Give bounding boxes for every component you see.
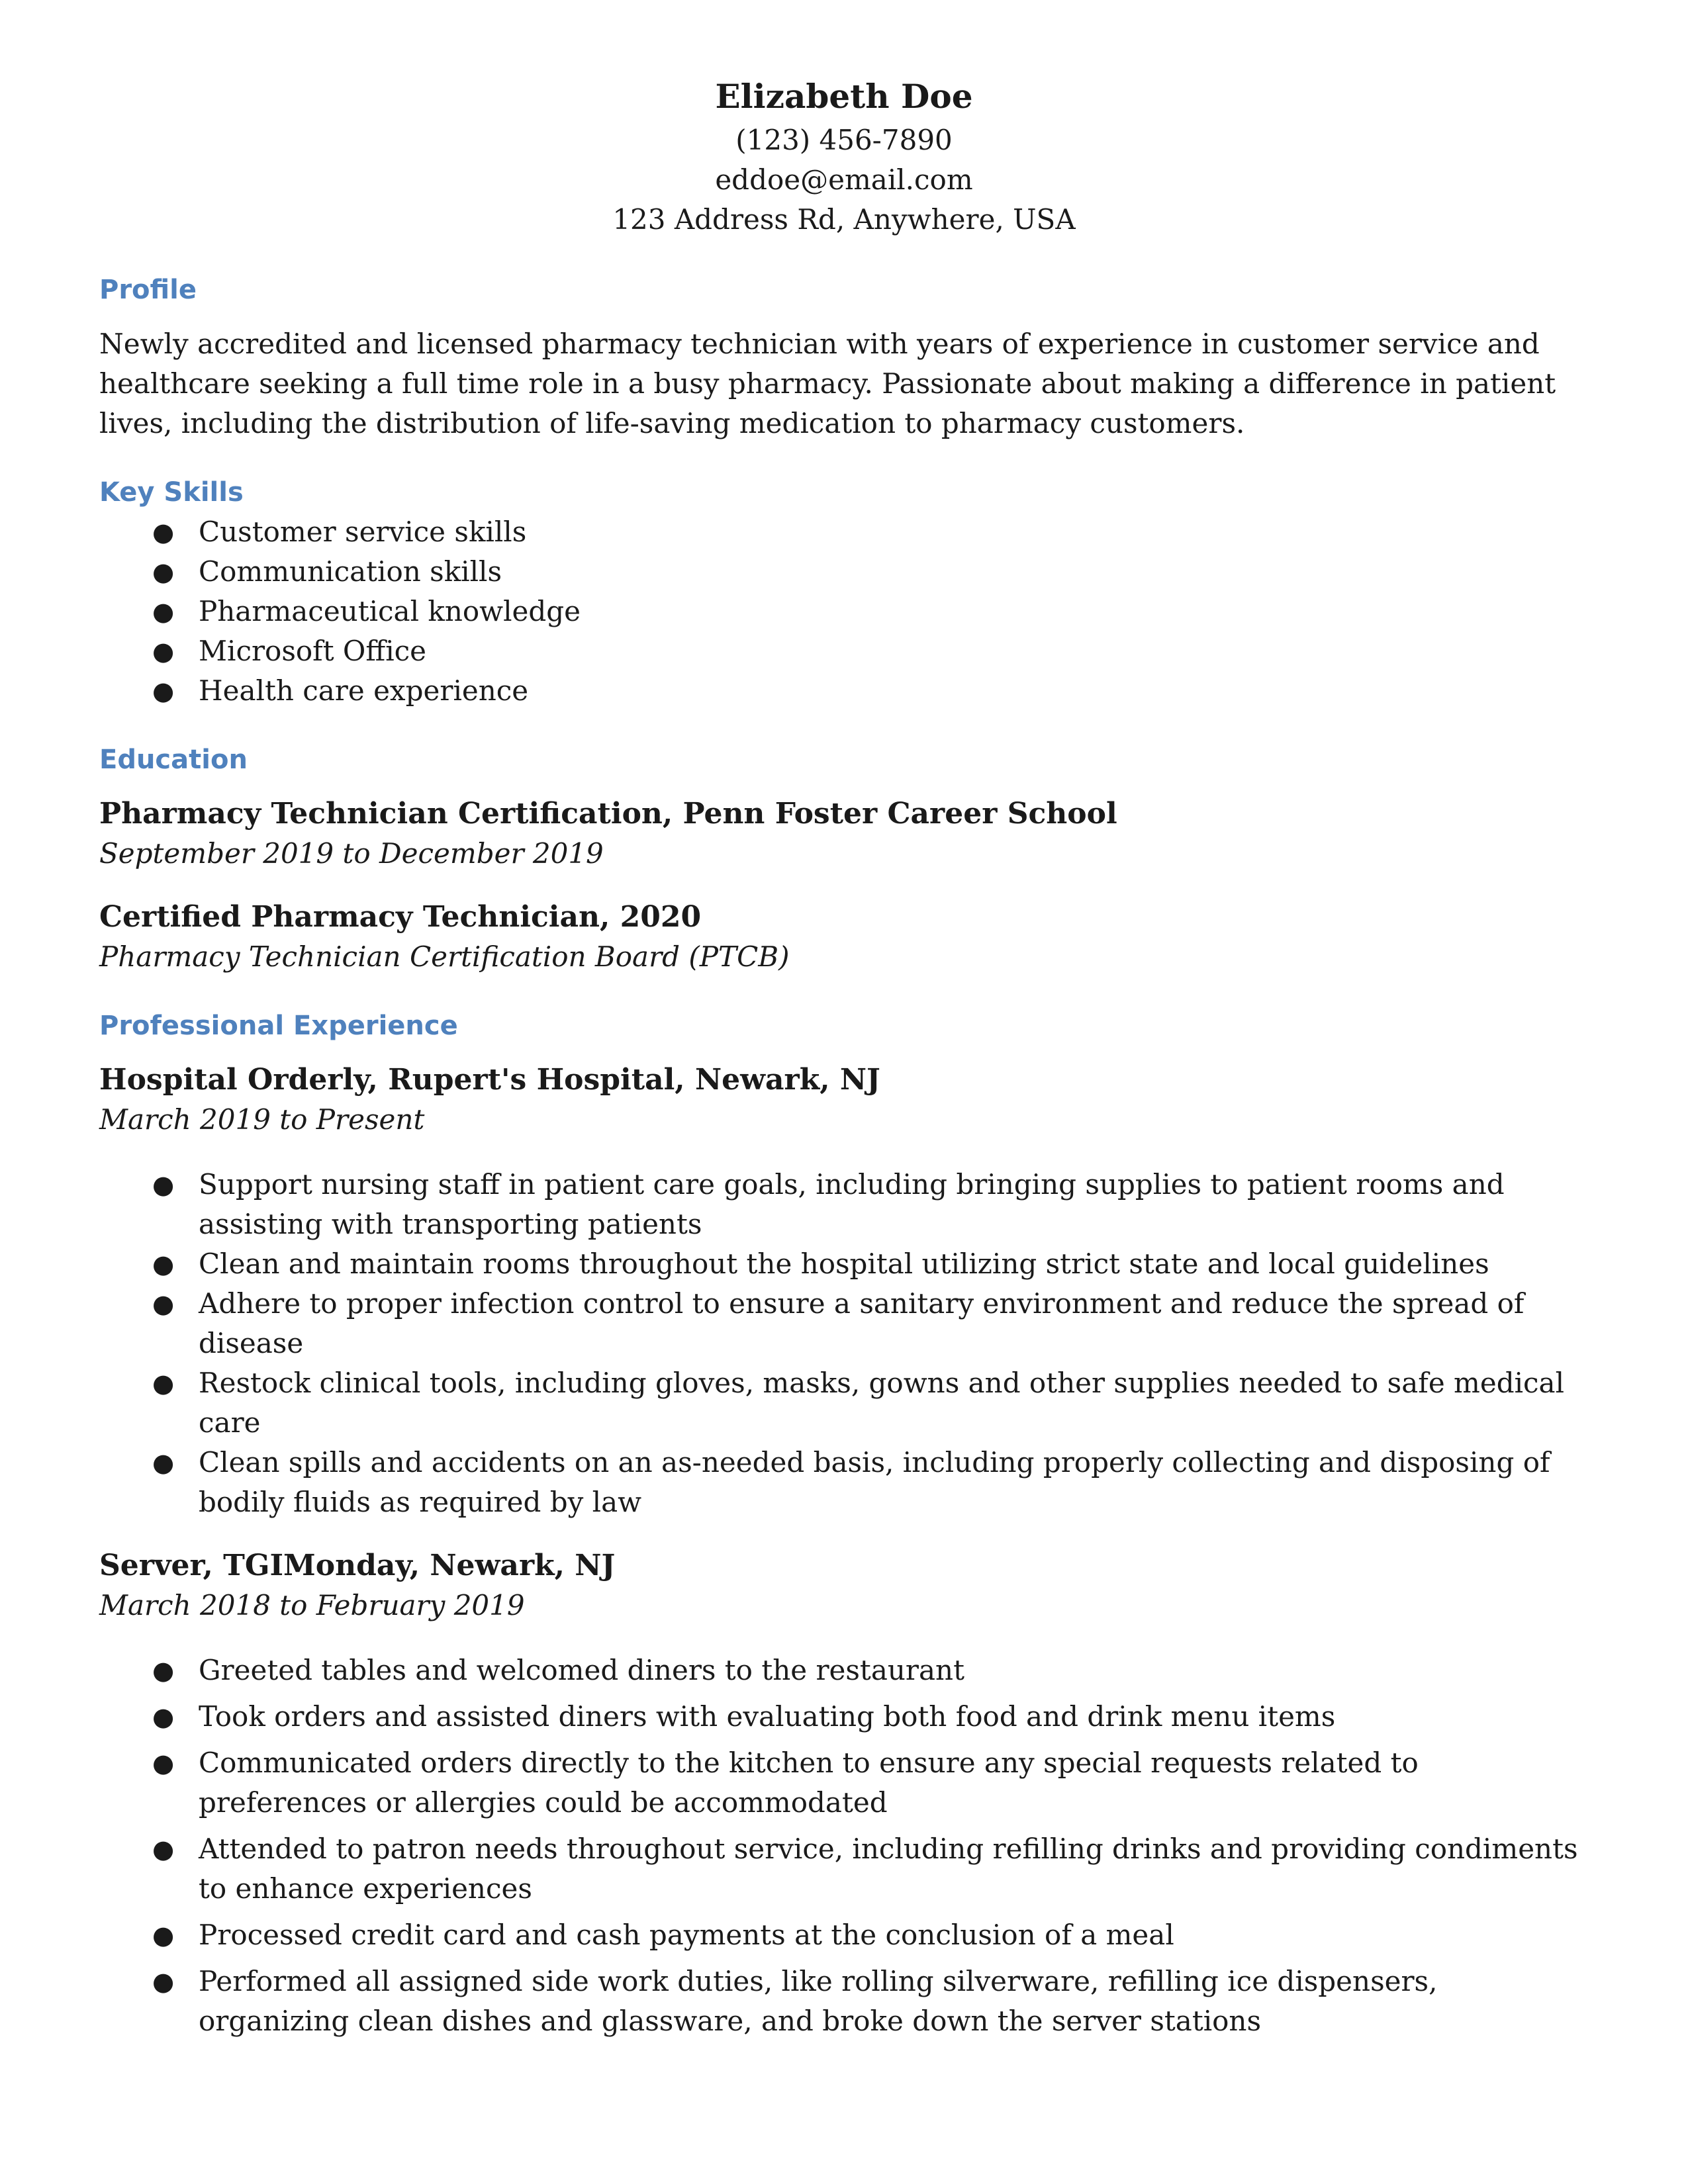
duty-text: Greeted tables and welcomed diners to the restaurant [199,1654,964,1686]
list-item [99,1244,1589,1284]
skills-section [99,473,1589,711]
list-item [99,592,1589,631]
job-duties-list [99,1651,1589,2041]
list-item [99,671,1589,711]
bullet-icon: ● [152,1835,175,1864]
bullet-icon: ● [152,597,175,626]
experience-section [99,1006,1589,2041]
bullet-icon: ● [152,1250,175,1279]
section-heading-professional-experience: Professional Experience [99,1011,458,1041]
job-dates: March 2018 to February 2019 [99,1589,525,1621]
list-item [99,1443,1589,1522]
resume-page [99,73,1589,2065]
email-address: eddoe@email.com [715,163,973,196]
duty-text: Adhere to proper infection control to ensure a sanitary environment and reduce the spread of disease [199,1287,1524,1359]
job-entry [99,1060,1589,1522]
education-entry [99,794,1589,874]
education-entry [99,897,1589,977]
duty-text: Support nursing staff in patient care goals, including bringing supplies to patient rooms and assisting with transporting patients [199,1168,1505,1240]
skill-text: Pharmaceutical knowledge [199,595,581,627]
skill-text: Microsoft Office [199,635,427,667]
bullet-icon: ● [152,557,175,586]
skills-list [99,512,1589,711]
duty-text: Clean spills and accidents on an as-needed basis, including properly collecting and disposing of bodily fluids as required by law [199,1446,1550,1518]
bullet-icon: ● [152,1749,175,1778]
education-issuer: Pharmacy Technician Certification Board (PTCB) [99,940,790,973]
bullet-icon: ● [152,1702,175,1731]
job-title: Server, TGIMonday, Newark, NJ [99,1549,616,1582]
education-section [99,740,1589,977]
phone-number: (123) 456-7890 [735,124,953,156]
bullet-icon: ● [152,1289,175,1318]
skill-text: Communication skills [199,555,502,588]
section-heading-education: Education [99,745,248,775]
list-item [99,1284,1589,1363]
duty-text: Clean and maintain rooms throughout the hospital utilizing strict state and local guidelines [199,1248,1489,1280]
resume-header [99,73,1589,240]
job-duties-list [99,1165,1589,1522]
duty-text: Took orders and assisted diners with evaluating both food and drink menu items [199,1700,1336,1733]
profile-summary: Newly accredited and licensed pharmacy technician with years of experience in customer service and healthcare seeking a full time role in a busy pharmacy. Passionate about making a difference in patient lives, including the distribution of life-saving medication to pharmacy customers. [99,328,1556,439]
education-title: Pharmacy Technician Certification, Penn Foster Career School [99,797,1117,831]
profile-section [99,270,1589,443]
duty-text: Restock clinical tools, including gloves, masks, gowns and other supplies needed to safe medical care [199,1367,1565,1439]
bullet-icon: ● [152,1448,175,1477]
bullet-icon: ● [152,1170,175,1199]
section-heading-key-skills: Key Skills [99,477,244,508]
education-title: Certified Pharmacy Technician, 2020 [99,900,702,934]
job-entry [99,1546,1589,2041]
list-item [99,1363,1589,1443]
list-item [99,1915,1589,1955]
bullet-icon: ● [152,637,175,666]
list-item [99,1165,1589,1244]
list-item [99,552,1589,592]
education-dates: September 2019 to December 2019 [99,837,604,870]
duty-text: Processed credit card and cash payments at the conclusion of a meal [199,1919,1174,1951]
list-item [99,631,1589,671]
candidate-name: Elizabeth Doe [715,77,973,116]
list-item [99,1962,1589,2041]
bullet-icon: ● [152,1921,175,1950]
section-heading-profile: Profile [99,275,197,305]
list-item [99,1697,1589,1737]
skill-text: Customer service skills [199,516,527,548]
list-item [99,1651,1589,1690]
list-item [99,512,1589,552]
bullet-icon: ● [152,1656,175,1685]
job-title: Hospital Orderly, Rupert's Hospital, Newark, NJ [99,1063,880,1097]
duty-text: Communicated orders directly to the kitchen to ensure any special requests related to preferences or allergies could be accommodated [199,1747,1419,1819]
bullet-icon: ● [152,1369,175,1398]
duty-text: Attended to patron needs throughout service, including refilling drinks and providing condiments to enhance experiences [199,1833,1578,1905]
list-item [99,1829,1589,1909]
list-item [99,1743,1589,1823]
bullet-icon: ● [152,1967,175,1996]
bullet-icon: ● [152,518,175,547]
duty-text: Performed all assigned side work duties, like rolling silverware, refilling ice dispensers, organizing clean dishes and glassware, and broke down the server stations [199,1965,1438,2037]
bullet-icon: ● [152,676,175,705]
skill-text: Health care experience [199,674,529,707]
street-address: 123 Address Rd, Anywhere, USA [612,203,1076,236]
job-dates: March 2019 to Present [99,1103,425,1136]
